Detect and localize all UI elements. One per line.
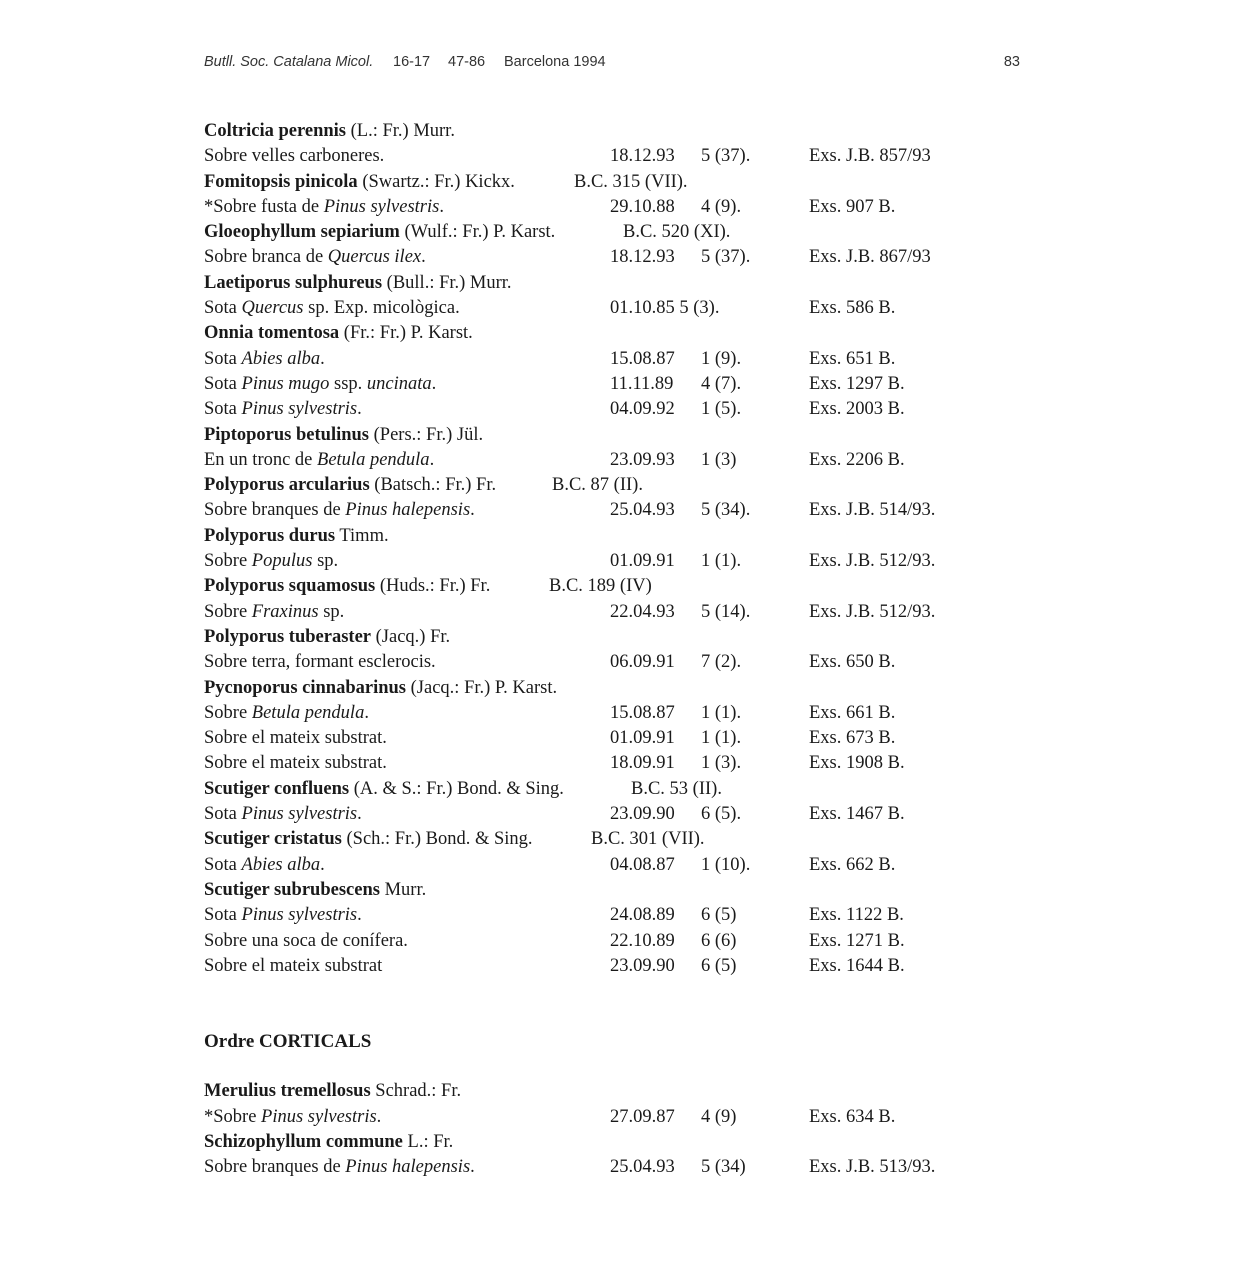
substrate-text: . <box>320 854 325 875</box>
substrate-text: sp. <box>312 551 339 572</box>
species-name: Polyporus squamosus <box>204 576 376 597</box>
species-entry <box>204 119 1004 144</box>
taxon-name: Pinus halepensis <box>345 1157 471 1178</box>
locality-ref: 4 (7). <box>701 373 742 394</box>
record-row <box>204 853 1004 878</box>
journal-pages: 47-86 <box>448 54 486 70</box>
collection-date: 23.09.93 <box>610 449 675 470</box>
exsiccata-ref: Exs. J.B. 857/93 <box>809 146 931 167</box>
locality-ref: 1 (5). <box>701 399 742 420</box>
substrate-text: . <box>357 905 362 926</box>
record-row <box>204 549 1004 574</box>
species-name: Scutiger cristatus <box>204 829 342 850</box>
substrate-text: Sota <box>204 399 242 420</box>
exsiccata-ref: Exs. J.B. 514/93. <box>809 500 936 521</box>
exsiccata-ref: Exs. 1122 B. <box>809 905 904 926</box>
substrate-text: . <box>429 449 435 470</box>
locality-ref: 5 (37). <box>701 146 751 167</box>
exsiccata-ref: Exs. 1271 B. <box>809 930 905 951</box>
collection-date: 15.08.87 <box>610 702 675 723</box>
exsiccata-ref: Exs. 662 B. <box>809 854 896 875</box>
substrate-text: Sota <box>204 298 242 319</box>
substrate-text: . <box>439 196 444 217</box>
species-entry <box>204 878 1004 903</box>
section-heading <box>204 1029 1004 1054</box>
substrate-text: sp. Exp. micològica. <box>303 298 460 319</box>
species-author: (Swartz.: Fr.) Kickx. <box>362 171 515 192</box>
locality-ref: 1 (10). <box>701 854 751 875</box>
substrate-text: . <box>470 500 475 521</box>
collection-date: 27.09.87 <box>610 1106 675 1127</box>
page-number: 83 <box>1003 54 1020 70</box>
record-row <box>204 448 1004 473</box>
substrate <box>204 853 325 878</box>
collection-date: 11.11.89 <box>610 373 674 394</box>
substrate <box>204 144 384 169</box>
collection-date: 23.09.90 <box>610 804 675 825</box>
substrate-text: Sobre branques de <box>204 1157 346 1178</box>
species-author: (Huds.: Fr.) Fr. <box>379 576 491 597</box>
collection-date: 01.10.85 5 (3). <box>610 298 720 319</box>
taxon-name: Betula pendula <box>317 449 430 470</box>
species-name: Onnia tomentosa <box>204 323 340 344</box>
exsiccata-ref: Exs. 907 B. <box>809 196 896 217</box>
locality-ref: 5 (14). <box>701 601 751 622</box>
record-row <box>204 929 1004 954</box>
species-entry <box>204 321 1004 346</box>
exsiccata-ref: Exs. 1644 B. <box>809 955 905 976</box>
locality-ref: 1 (3). <box>701 753 742 774</box>
taxon-name: Pinus sylvestris <box>241 804 358 825</box>
locality-ref: 6 (5) <box>701 905 737 926</box>
record-row <box>204 802 1004 827</box>
substrate-text: Sota <box>204 854 242 875</box>
species-entry <box>204 676 1004 701</box>
species-entry <box>204 271 1004 296</box>
locality-ref: 6 (6) <box>701 930 737 951</box>
substrate-text: *Sobre fusta de <box>204 196 324 217</box>
substrate <box>204 954 382 979</box>
record-row <box>204 347 1004 372</box>
species-author: L.: Fr. <box>407 1131 454 1152</box>
species-author: (Batsch.: Fr.) Fr. <box>374 475 497 496</box>
substrate-text: Sobre el mateix substrat. <box>204 753 387 774</box>
herbarium-ref: B.C. 87 (II). <box>552 475 643 496</box>
exsiccata-ref: Exs. 1467 B. <box>809 804 905 825</box>
substrate <box>204 802 362 827</box>
species-entry <box>204 220 1004 245</box>
taxon-name: Abies alba <box>241 348 321 369</box>
substrate-text: . <box>470 1157 475 1178</box>
substrate-text: Sobre branca de <box>204 247 328 268</box>
record-row <box>204 954 1004 979</box>
exsiccata-ref: Exs. J.B. 867/93 <box>809 247 931 268</box>
exsiccata-ref: Exs. 673 B. <box>809 728 896 749</box>
record-row <box>204 600 1004 625</box>
record-row <box>204 195 1004 220</box>
substrate-text: . <box>376 1106 382 1127</box>
taxon-name: Pinus halepensis <box>345 500 471 521</box>
collection-date: 04.08.87 <box>610 854 675 875</box>
locality-ref: 5 (37). <box>701 247 751 268</box>
substrate-text: sp. <box>318 601 345 622</box>
species-entry <box>204 1130 1004 1155</box>
species-entry <box>204 574 1004 599</box>
substrate <box>204 372 436 397</box>
species-author: (Jacq.) Fr. <box>375 626 451 647</box>
species-name: Scutiger subrubescens <box>204 879 380 900</box>
locality-ref: 7 (2). <box>701 652 742 673</box>
collection-date: 01.09.91 <box>610 728 675 749</box>
taxon-name: Quercus <box>241 298 304 319</box>
locality-ref: 6 (5). <box>701 804 742 825</box>
species-name: Fomitopsis pinicola <box>204 171 358 192</box>
record-row <box>204 1155 1004 1180</box>
record-row <box>204 498 1004 523</box>
taxon-name: Pinus mugo <box>241 373 330 394</box>
species-entry <box>204 1079 1004 1104</box>
species-entry <box>204 473 1004 498</box>
substrate-text: . <box>320 348 325 369</box>
substrate-text: Sota <box>204 348 242 369</box>
exsiccata-ref: Exs. J.B. 513/93. <box>809 1157 936 1178</box>
herbarium-ref: B.C. 189 (IV) <box>549 576 652 597</box>
record-row <box>204 701 1004 726</box>
substrate <box>204 347 325 372</box>
substrate <box>204 903 362 928</box>
species-author: (Jacq.: Fr.) P. Karst. <box>410 677 558 698</box>
record-row <box>204 144 1004 169</box>
substrate-text: Sobre el mateix substrat. <box>204 728 387 749</box>
substrate-text: . <box>357 804 362 825</box>
herbarium-ref: B.C. 301 (VII). <box>591 829 705 850</box>
taxon-name: Pinus sylvestris <box>261 1106 377 1127</box>
substrate-text: Sobre <box>204 702 252 723</box>
substrate <box>204 701 369 726</box>
species-name: Merulius tremellosus <box>204 1081 371 1102</box>
journal-name: Butll. Soc. Catalana Micol. <box>204 54 374 70</box>
species-author: (Fr.: Fr.) P. Karst. <box>343 323 473 344</box>
collection-date: 15.08.87 <box>610 348 675 369</box>
record-row <box>204 245 1004 270</box>
collection-date: 18.12.93 <box>610 146 675 167</box>
collection-date: 24.08.89 <box>610 905 675 926</box>
substrate <box>204 498 475 523</box>
locality-ref: 6 (5) <box>701 955 737 976</box>
record-row <box>204 397 1004 422</box>
substrate-text: *Sobre <box>204 1106 262 1127</box>
collection-date: 25.04.93 <box>610 1157 675 1178</box>
exsiccata-ref: Exs. 1908 B. <box>809 753 905 774</box>
species-entry <box>204 777 1004 802</box>
substrate-text: . <box>364 702 369 723</box>
species-entry <box>204 524 1004 549</box>
exsiccata-ref: Exs. 650 B. <box>809 652 896 673</box>
taxon-name: Fraxinus <box>251 601 319 622</box>
locality-ref: 4 (9) <box>701 1106 737 1127</box>
substrate <box>204 397 362 422</box>
taxon-name: Abies alba <box>241 854 321 875</box>
species-name: Schizophyllum commune <box>204 1131 403 1152</box>
substrate <box>204 195 444 220</box>
substrate-text: Sobre branques de <box>204 500 346 521</box>
species-author: Schrad.: Fr. <box>375 1081 462 1102</box>
exsiccata-ref: Exs. 2206 B. <box>809 449 905 470</box>
substrate-text: Sobre una soca de conífera. <box>204 930 408 951</box>
journal-city-year: Barcelona 1994 <box>504 54 606 70</box>
taxon-name: Pinus sylvestris <box>241 399 358 420</box>
taxon-name: uncinata <box>366 373 432 394</box>
record-row <box>204 372 1004 397</box>
substrate-text: Sobre <box>204 551 252 572</box>
exsiccata-ref: Exs. 651 B. <box>809 348 896 369</box>
substrate <box>204 600 344 625</box>
record-row <box>204 1105 1004 1130</box>
collection-date: 01.09.91 <box>610 551 675 572</box>
substrate <box>204 245 426 270</box>
species-entry <box>204 170 1004 195</box>
substrate-text: Sota <box>204 804 242 825</box>
species-name: Gloeophyllum sepiarium <box>204 222 400 243</box>
species-name: Polyporus durus <box>204 525 336 546</box>
herbarium-ref: B.C. 315 (VII). <box>574 171 688 192</box>
locality-ref: 1 (3) <box>701 449 737 470</box>
substrate <box>204 296 460 321</box>
species-entry <box>204 625 1004 650</box>
exsiccata-ref: Exs. 634 B. <box>809 1106 896 1127</box>
species-author: Timm. <box>339 525 389 546</box>
substrate <box>204 448 434 473</box>
substrate-text: Sobre terra, formant esclerocis. <box>204 652 436 673</box>
species-list <box>204 119 1004 1181</box>
species-name: Pycnoporus cinnabarinus <box>204 677 407 698</box>
collection-date: 29.10.88 <box>610 196 675 217</box>
species-name: Coltricia perennis <box>204 121 346 141</box>
substrate <box>204 929 408 954</box>
collection-date: 22.04.93 <box>610 601 675 622</box>
species-author: (L.: Fr.) Murr. <box>350 121 455 141</box>
record-row <box>204 726 1004 751</box>
record-row <box>204 296 1004 321</box>
exsiccata-ref: Exs. 1297 B. <box>809 373 905 394</box>
substrate <box>204 751 387 776</box>
species-name: Piptoporus betulinus <box>204 424 370 445</box>
substrate-text: ssp. <box>329 373 367 394</box>
substrate-text: . <box>431 373 437 394</box>
collection-date: 18.12.93 <box>610 247 675 268</box>
locality-ref: 5 (34). <box>701 500 751 521</box>
taxon-name: Betula pendula <box>251 702 365 723</box>
taxon-name: Quercus ilex <box>327 247 422 268</box>
locality-ref: 1 (1). <box>701 728 742 749</box>
species-author: (A. & S.: Fr.) Bond. & Sing. <box>353 778 564 799</box>
substrate-text: . <box>421 247 426 268</box>
taxon-name: Populus <box>251 551 313 572</box>
locality-ref: 1 (1). <box>701 702 742 723</box>
species-author: Murr. <box>384 879 427 900</box>
substrate-text: En un tronc de <box>204 449 318 470</box>
species-name: Polyporus tuberaster <box>204 626 371 647</box>
substrate <box>204 1105 381 1130</box>
species-author: (Wulf.: Fr.) P. Karst. <box>404 222 556 243</box>
exsiccata-ref: Exs. J.B. 512/93. <box>809 551 936 572</box>
exsiccata-ref: Exs. 661 B. <box>809 702 896 723</box>
herbarium-ref: B.C. 53 (II). <box>631 778 722 799</box>
running-header <box>204 54 1020 76</box>
substrate <box>204 1155 475 1180</box>
collection-date: 25.04.93 <box>610 500 675 521</box>
substrate-text: Sota <box>204 373 242 394</box>
record-row <box>204 650 1004 675</box>
exsiccata-ref: Exs. 586 B. <box>809 298 896 319</box>
species-name: Scutiger confluens <box>204 778 350 799</box>
species-author: (Sch.: Fr.) Bond. & Sing. <box>346 829 533 850</box>
substrate <box>204 549 338 574</box>
substrate-text: . <box>357 399 362 420</box>
collection-date: 06.09.91 <box>610 652 675 673</box>
locality-ref: 1 (9). <box>701 348 742 369</box>
collection-date: 04.09.92 <box>610 399 675 420</box>
locality-ref: 1 (1). <box>701 551 742 572</box>
journal-volume: 16-17 <box>393 54 431 70</box>
substrate <box>204 726 387 751</box>
species-name: Polyporus arcularius <box>204 475 370 496</box>
collection-date: 23.09.90 <box>610 955 675 976</box>
section-title: Ordre CORTICALS <box>204 1031 372 1053</box>
exsiccata-ref: Exs. J.B. 512/93. <box>809 601 936 622</box>
species-entry <box>204 423 1004 448</box>
species-entry <box>204 827 1004 852</box>
collection-date: 18.09.91 <box>610 753 675 774</box>
substrate-text: Sobre velles carboneres. <box>204 146 385 167</box>
substrate <box>204 650 436 675</box>
locality-ref: 4 (9). <box>701 196 742 217</box>
locality-ref: 5 (34) <box>701 1157 746 1178</box>
record-row <box>204 903 1004 928</box>
collection-date: 22.10.89 <box>610 930 675 951</box>
species-author: (Bull.: Fr.) Murr. <box>386 272 512 293</box>
exsiccata-ref: Exs. 2003 B. <box>809 399 905 420</box>
species-name: Laetiporus sulphureus <box>204 272 383 293</box>
substrate-text: Sobre el mateix substrat <box>204 955 383 976</box>
taxon-name: Pinus sylvestris <box>241 905 358 926</box>
species-author: (Pers.: Fr.) Jül. <box>373 424 484 445</box>
taxon-name: Pinus sylvestris <box>323 196 440 217</box>
herbarium-ref: B.C. 520 (XI). <box>623 222 731 243</box>
substrate-text: Sobre <box>204 601 252 622</box>
substrate-text: Sota <box>204 905 242 926</box>
record-row <box>204 751 1004 776</box>
